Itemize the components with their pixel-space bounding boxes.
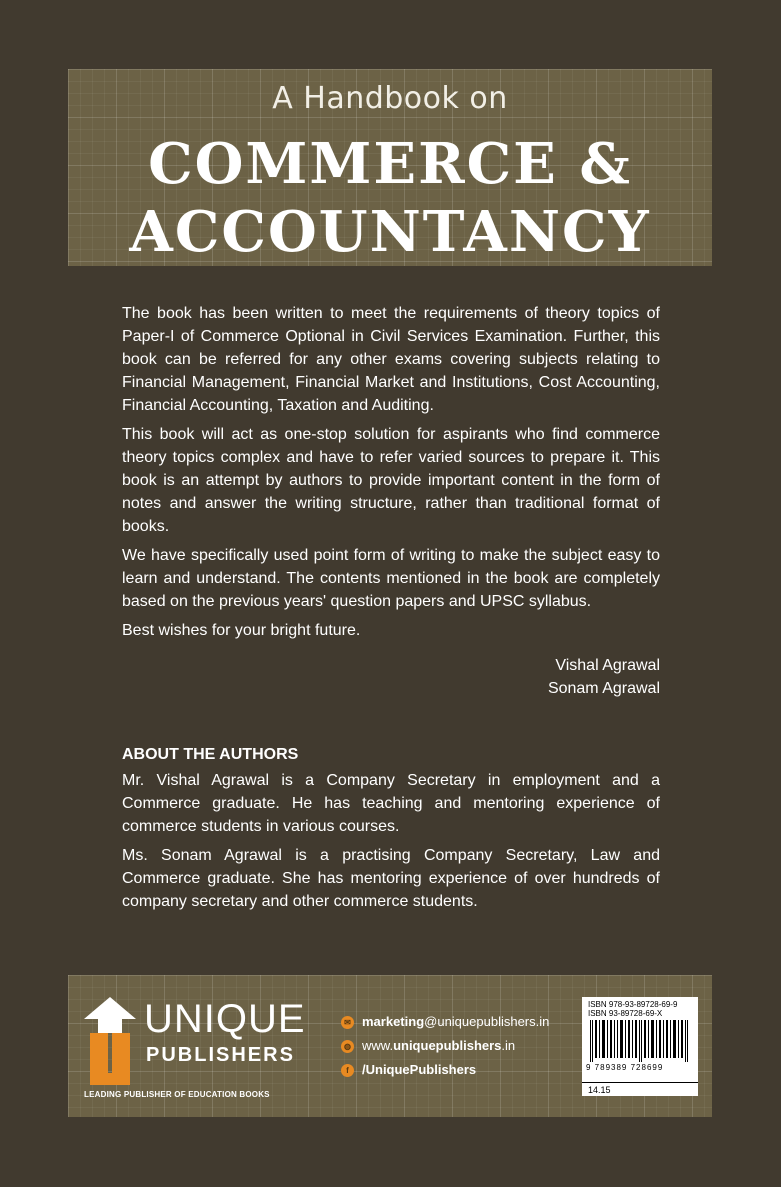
facebook-icon: f bbox=[341, 1064, 354, 1077]
book-title-line-2: ACCOUNTANCY bbox=[129, 199, 651, 265]
signature-name: Vishal Agrawal bbox=[555, 657, 660, 674]
publisher-contacts bbox=[341, 1010, 549, 1082]
about-heading: ABOUT THE AUTHORS bbox=[122, 746, 299, 763]
author-bio: Mr. Vishal Agrawal is a Company Secretary in employment and a Commerce graduate. He has teaching and mentoring experience of commerce students in various courses. bbox=[122, 772, 660, 835]
isbn-10: ISBN 93-89728-69-X bbox=[588, 1009, 663, 1018]
web-tld: .in bbox=[501, 1038, 516, 1053]
book-blurb bbox=[122, 302, 660, 700]
blurb-paragraph: We have specifically used point form of writing to make the subject easy to learn and understand. The contents mentioned in the book are completely based on the previous years' question papers and UPSC syllabus. bbox=[122, 547, 660, 610]
blurb-paragraph: This book will act as one-stop solution for aspirants who find commerce theory topics complex and have to refer varied sources to prepare it. This book is an attempt by authors to provide important content in the form of notes and answer the writing structure, rather than traditional format of books. bbox=[122, 426, 660, 535]
blurb-paragraph: The book has been written to meet the requirements of theory topics of Paper-I of Commerce Optional in Civil Services Examination. Further, this book can be referred for any other exams covering subjects relating to Financial Management, Financial Market and Institutions, Cost Accounting, Financial Accounting, Taxation and Auditing. bbox=[122, 305, 660, 414]
publisher-tagline: LEADING PUBLISHER OF EDUCATION BOOKS bbox=[84, 1090, 270, 1099]
publisher-logo bbox=[84, 997, 314, 1107]
logo-arrow-icon bbox=[84, 997, 142, 1087]
publisher-name-sub: PUBLISHERS bbox=[146, 1044, 295, 1066]
web-domain: uniquepublishers bbox=[393, 1038, 502, 1053]
signature-name: Sonam Agrawal bbox=[547, 680, 660, 697]
website-link[interactable] bbox=[341, 1034, 549, 1058]
web-icon: ◍ bbox=[341, 1040, 354, 1053]
isbn-13: ISBN 978-93-89728-69-9 bbox=[588, 1000, 678, 1009]
isbn-barcode bbox=[582, 997, 698, 1090]
barcode-number: 9 789389 728699 bbox=[586, 1063, 664, 1072]
title-panel bbox=[68, 69, 712, 266]
web-prefix: www. bbox=[362, 1038, 394, 1053]
price-code: 14.15 bbox=[582, 1082, 698, 1096]
author-signature bbox=[122, 654, 660, 700]
email-domain: @uniquepublishers.in bbox=[424, 1014, 550, 1029]
facebook-handle: /UniquePublishers bbox=[362, 1062, 477, 1077]
email-link[interactable] bbox=[341, 1010, 549, 1034]
email-icon: ✉ bbox=[341, 1016, 354, 1029]
book-title-line-1: COMMERCE & bbox=[148, 131, 632, 197]
publisher-name: UNIQUE bbox=[144, 997, 306, 1041]
facebook-link[interactable] bbox=[341, 1058, 549, 1082]
publisher-footer bbox=[68, 975, 712, 1117]
about-authors-section bbox=[122, 743, 660, 919]
book-subtitle: A Handbook on bbox=[272, 81, 508, 116]
author-bio: Ms. Sonam Agrawal is a practising Company Secretary, Law and Commerce graduate. She has mentoring experience of over hundreds of company secretary and other commerce students. bbox=[122, 847, 660, 910]
email-user: marketing bbox=[362, 1014, 425, 1029]
barcode-bars bbox=[588, 1020, 692, 1062]
blurb-paragraph: Best wishes for your bright future. bbox=[122, 622, 361, 639]
